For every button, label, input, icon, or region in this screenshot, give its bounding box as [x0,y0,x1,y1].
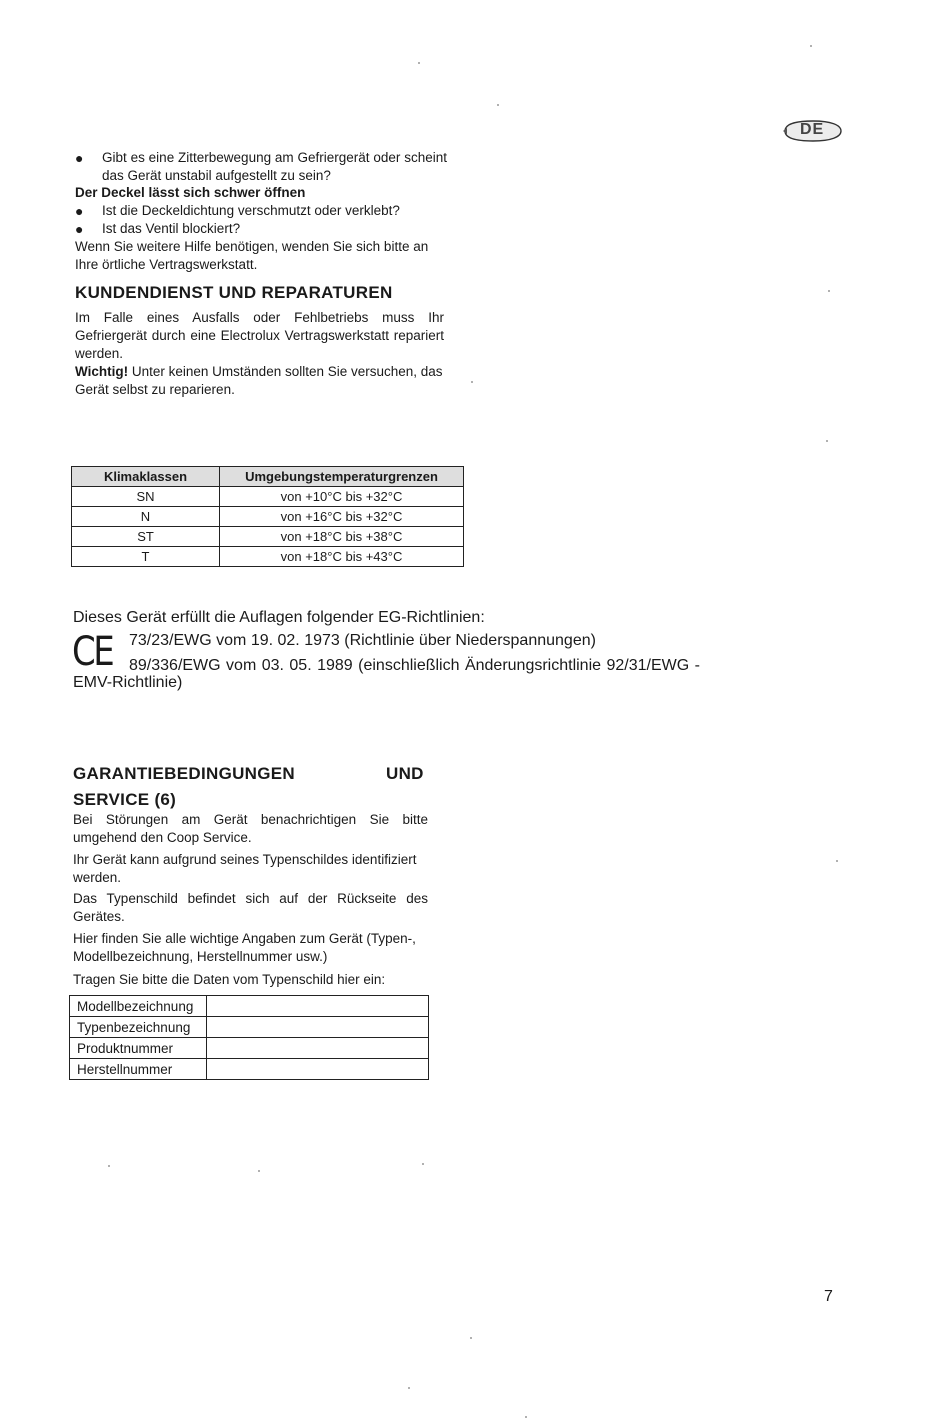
table-row [72,547,464,567]
section-heading-warranty: GARANTIEBEDINGUNGEN [73,764,295,783]
table-cell-entry [207,996,429,1017]
eg-line-3: EMV-Richtlinie) [73,674,183,691]
table-cell: von +16°C bis +32°C [220,507,464,527]
climate-class-table [71,466,464,567]
table-row [72,487,464,507]
table-cell-label: Produktnummer [70,1038,207,1059]
scan-speck [810,45,812,47]
important-text: Unter keinen Umständen sollten Sie versuchen, das Gerät selbst zu reparieren. [75,364,443,397]
section-heading-warranty-line2: SERVICE (6) [73,790,177,809]
table-row [70,1038,429,1059]
table-cell: T [72,547,220,567]
scan-speck [258,1170,260,1172]
scan-speck [422,1163,424,1165]
page-number: 7 [824,1288,833,1305]
section-heading-warranty-und: UND [386,764,424,783]
warranty-paragraph: Das Typenschild befindet sich auf der Rückseite des Gerätes. [73,891,428,924]
table-cell: N [72,507,220,527]
table-row [70,1017,429,1038]
table-row [72,507,464,527]
scan-speck [471,381,473,383]
table-cell-entry [207,1038,429,1059]
column-header: Klimaklassen [72,467,220,487]
bullet-icon: ● [75,150,84,166]
table-cell: ST [72,527,220,547]
list-item [75,220,450,238]
language-badge [781,116,845,146]
list-item-text: Ist die Deckeldichtung verschmutzt oder verklebt? [102,203,400,218]
column-header: Umgebungstemperaturgrenzen [220,467,464,487]
warranty-paragraph: Hier finden Sie alle wichtige Angaben zum Gerät (Typen-, Modellbezeichnung, Herstellnummer usw.) [73,931,416,964]
scan-speck [525,1416,527,1418]
list-item [75,202,450,220]
important-label: Wichtig! [75,364,129,379]
scan-speck [418,62,420,64]
language-badge-text: DE [800,121,825,138]
table-cell: von +18°C bis +38°C [220,527,464,547]
warranty-paragraph: Tragen Sie bitte die Daten vom Typenschild hier ein: [73,972,386,987]
table-cell-label: Modellbezeichnung [70,996,207,1017]
important-note [75,363,447,399]
bullet-icon: ● [75,221,84,237]
scan-speck [497,104,499,106]
warranty-paragraph: Ihr Gerät kann aufgrund seines Typenschildes identifiziert werden. [73,852,417,885]
table-row [72,527,464,547]
table-header-row [72,467,464,487]
scan-speck [836,860,838,862]
scan-speck [108,1165,110,1167]
warranty-paragraph: Bei Störungen am Gerät benachrichtigen Sie bitte umgehend den Coop Service. [73,812,428,845]
eg-line-1: 73/23/EWG vom 19. 02. 1973 (Richtlinie über Niederspannungen) [129,632,596,649]
table-cell-entry [207,1017,429,1038]
type-plate-table [69,995,429,1080]
scan-speck [408,1387,410,1389]
table-cell-label: Typenbezeichnung [70,1017,207,1038]
table-cell: SN [72,487,220,507]
ce-mark-text: CE [72,629,113,675]
table-cell: von +18°C bis +43°C [220,547,464,567]
table-cell-entry [207,1059,429,1080]
subheading-lid: Der Deckel lässt sich schwer öffnen [75,185,306,200]
table-cell: von +10°C bis +32°C [220,487,464,507]
table-cell-label: Herstellnummer [70,1059,207,1080]
list-item-text: Ist das Ventil blockiert? [102,221,241,236]
list-item [75,149,447,185]
section-heading-service: KUNDENDIENST UND REPARATUREN [75,283,393,302]
table-row [70,1059,429,1080]
ce-mark-icon [72,629,122,675]
table-row [70,996,429,1017]
scan-speck [470,1337,472,1339]
eg-line-2: 89/336/EWG vom 03. 05. 1989 (einschließlich Änderungsrichtlinie 92/31/EWG - [129,657,700,674]
bullet-icon: ● [75,203,84,219]
scan-speck [828,290,830,292]
help-text: Wenn Sie weitere Hilfe benötigen, wenden Sie sich bitte an Ihre örtliche Vertragswerkstatt. [75,239,429,272]
list-item-text: Gibt es eine Zitterbewegung am Gefriergerät oder scheint das Gerät unstabil aufgestellt zu sein? [102,150,447,183]
scan-speck [826,440,828,442]
eg-intro: Dieses Gerät erfüllt die Auflagen folgender EG-Richtlinien: [73,609,485,626]
service-paragraph: Im Falle eines Ausfalls oder Fehlbetriebs muss Ihr Gefriergerät durch eine Electrolux Vertragswerkstatt repariert werden. [75,310,444,361]
